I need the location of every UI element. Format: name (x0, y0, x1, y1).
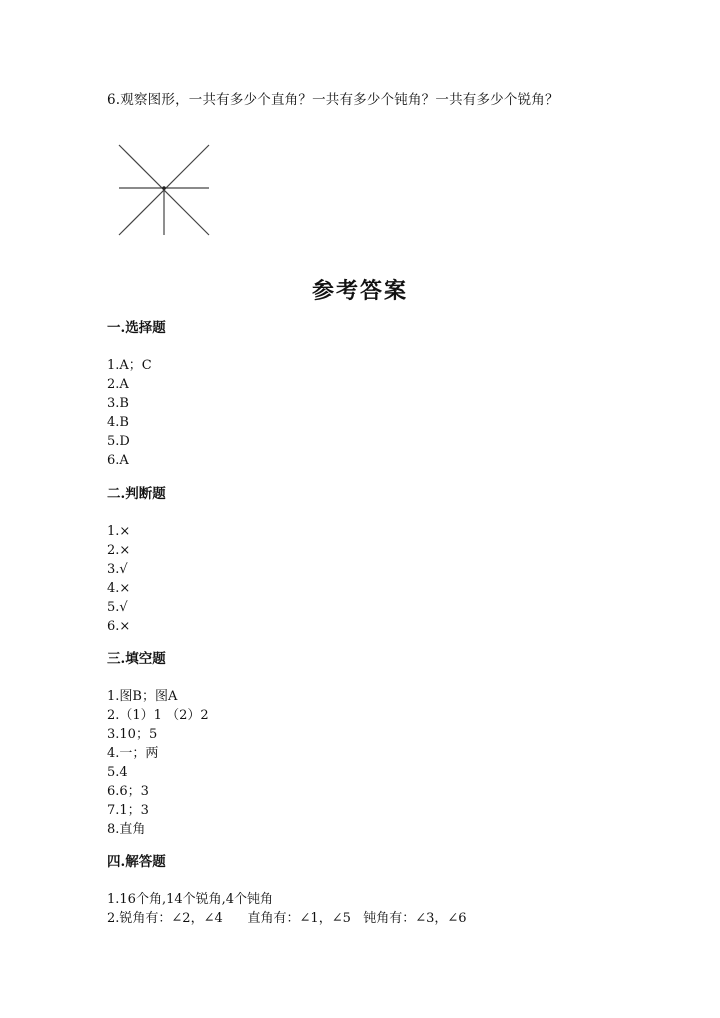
answer-item: 2.× (107, 543, 131, 558)
answer-item: 4.B (107, 415, 129, 430)
answer-list (107, 356, 166, 470)
section-choice (107, 319, 166, 470)
answer-item: 7.1；3 (107, 803, 149, 818)
answer-item: 2.A (107, 377, 129, 392)
answer-item: 1.A；C (107, 358, 152, 373)
section-solution (107, 853, 467, 928)
section-heading: 一.选择题 (107, 320, 166, 336)
answer-item: 6.6；3 (107, 784, 149, 799)
answer-list (107, 522, 166, 636)
figure-center-point (162, 186, 166, 190)
answer-item: 1.× (107, 524, 131, 539)
answer-item: 2.（1）1 （2）2 (107, 708, 209, 723)
answer-item: 6.× (107, 619, 131, 634)
answer-item: 4.一；两 (107, 746, 159, 761)
section-heading: 三.填空题 (107, 651, 166, 667)
section-fill-blank (107, 650, 209, 839)
answer-item: 3.10；5 (107, 727, 158, 742)
question-6-text: 6.观察图形，一共有多少个直角？一共有多少个钝角？一共有多少个锐角？ (107, 92, 559, 108)
angle-figure (117, 143, 211, 237)
answer-item: 5.D (107, 434, 130, 449)
answer-list (107, 890, 467, 928)
section-heading: 四.解答题 (107, 854, 166, 870)
section-judgement (107, 485, 166, 636)
answer-item: 3.√ (107, 562, 128, 577)
answer-item: 3.B (107, 396, 129, 411)
answer-item: 5.√ (107, 600, 128, 615)
answer-key-title: 参考答案 (311, 278, 408, 304)
answer-item: 2.锐角有：∠2，∠4 直角有：∠1，∠5 钝角有：∠3，∠6 (107, 911, 467, 926)
answer-item: 6.A (107, 453, 129, 468)
answer-item: 1.图B；图A (107, 689, 178, 704)
answer-item: 5.4 (107, 765, 128, 780)
answer-list (107, 687, 209, 839)
answer-item: 8.直角 (107, 822, 146, 837)
answer-item: 1.16个角,14个锐角,4个钝角 (107, 892, 274, 907)
answer-item: 4.× (107, 581, 131, 596)
section-heading: 二.判断题 (107, 486, 166, 502)
